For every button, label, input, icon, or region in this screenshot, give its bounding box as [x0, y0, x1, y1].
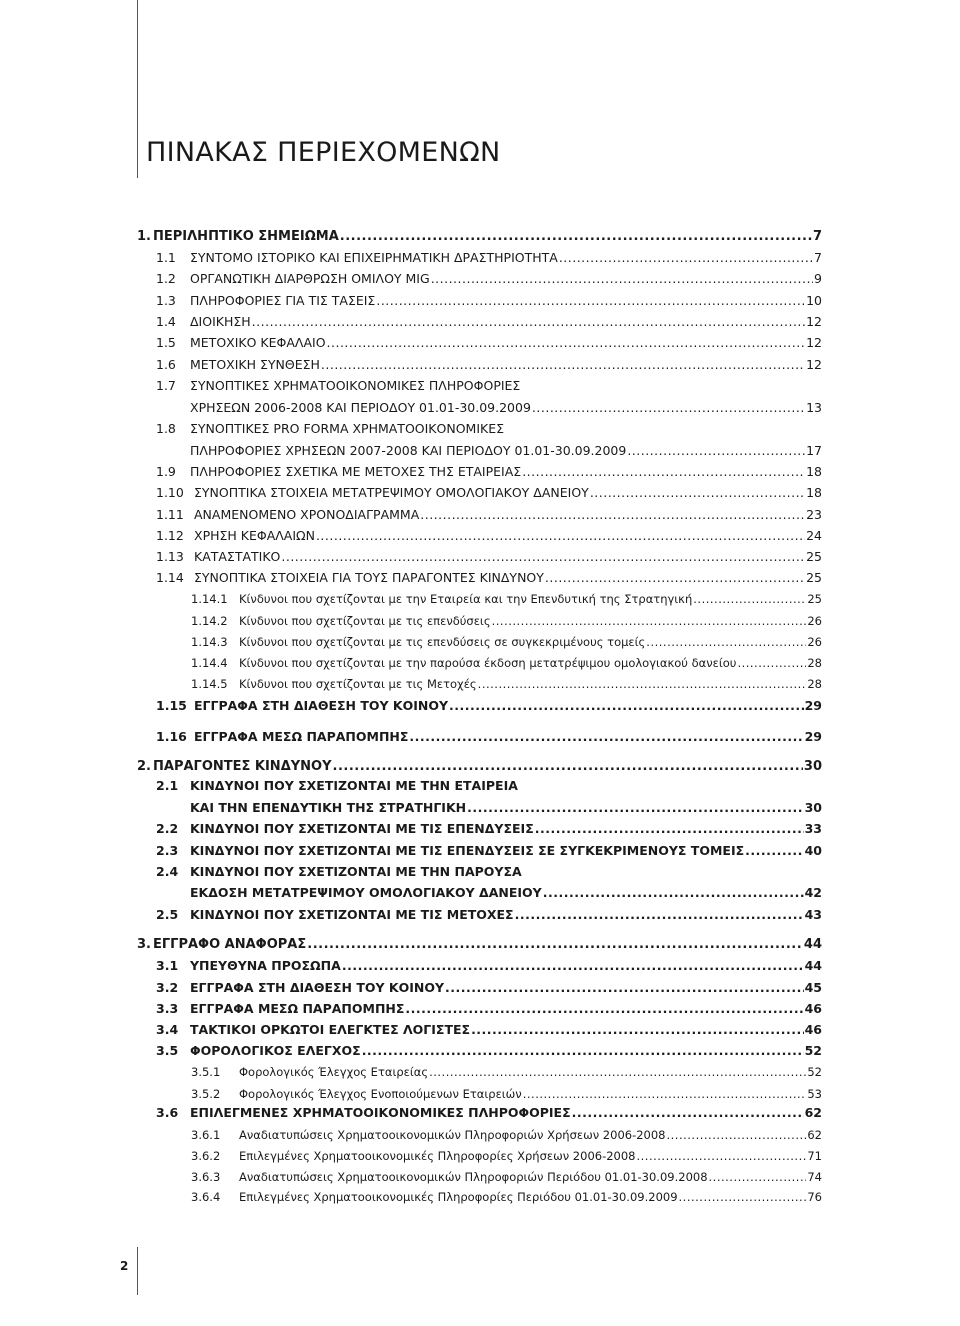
- toc-dot-leader: [532, 399, 805, 417]
- toc-dot-leader: [333, 758, 803, 776]
- toc-entry-number: 3.6.3: [191, 1170, 221, 1184]
- toc-entry[interactable]: [156, 292, 822, 310]
- toc-entry-number: 1.5: [156, 335, 176, 350]
- toc-entry[interactable]: [191, 633, 822, 651]
- toc-entry-title: ΕΓΓΡΑΦΑ ΜΕΣΩ ΠΑΡΑΠΟΜΠΗΣ: [194, 729, 409, 744]
- toc-dot-leader: [252, 313, 805, 331]
- toc-entry[interactable]: [156, 728, 822, 746]
- toc-dot-leader: [515, 906, 804, 924]
- toc-entry-page: 25: [806, 549, 822, 564]
- toc-entry-title: ΥΠΕΥΘΥΝΑ ΠΡΟΣΩΠΑ: [190, 958, 341, 973]
- toc-dot-leader: [535, 820, 804, 838]
- toc-entry[interactable]: [137, 758, 822, 776]
- toc-entry-page: 40: [804, 843, 822, 858]
- toc-dot-leader: [545, 569, 805, 587]
- toc-entry[interactable]: [156, 548, 822, 566]
- toc-dot-leader: [667, 1126, 807, 1144]
- toc-dot-leader: [471, 1021, 804, 1039]
- toc-entry-page: 44: [804, 958, 822, 973]
- toc-entry[interactable]: [156, 1000, 822, 1018]
- toc-entry-title: ΦΟΡΟΛΟΓΙΚΟΣ ΕΛΕΓΧΟΣ: [190, 1043, 361, 1058]
- toc-dot-leader: [307, 936, 803, 954]
- toc-entry[interactable]: [156, 399, 822, 417]
- toc-entry-number: 2.5: [156, 907, 179, 922]
- toc-dot-leader: [478, 675, 807, 693]
- toc-entry-number: 1.12: [156, 528, 184, 543]
- toc-dot-leader: [627, 442, 805, 460]
- toc-entry-title: ΚΙΝΔΥΝΟΙ ΠΟΥ ΣΧΕΤΙΖΟΝΤΑΙ ΜΕ ΤΗΝ ΠΑΡΟΥΣΑ: [190, 864, 522, 879]
- toc-entry[interactable]: [156, 249, 822, 267]
- toc-entry-number: 3.1: [156, 958, 179, 973]
- toc-entry-number: 3.6.1: [191, 1128, 221, 1142]
- toc-entry[interactable]: [191, 1168, 822, 1186]
- toc-entry-title: ΠΕΡΙΛΗΠΤΙΚΟ ΣΗΜΕΙΩΜΑ: [153, 229, 339, 244]
- toc-dot-leader: [431, 270, 813, 288]
- toc-entry-title: Φορολογικός Έλεγχος Ενοποιούμενων Εταιρειών: [239, 1087, 522, 1101]
- toc-dot-leader: [737, 654, 806, 672]
- toc-entry[interactable]: [191, 1126, 822, 1144]
- toc-entry-title: ΚΑΤΑΣΤΑΤΙΚΟ: [194, 549, 281, 564]
- toc-entry-title: ΕΚΔΟΣΗ ΜΕΤΑΤΡΕΨΙΜΟΥ ΟΜΟΛΟΓΙΑΚΟΥ ΔΑΝΕΙΟΥ: [190, 885, 542, 900]
- toc-entry[interactable]: [156, 569, 822, 587]
- toc-entry-number: 3.: [137, 937, 151, 952]
- toc-entry-title: ΣΥΝΟΠΤΙΚΕΣ PRO FORMA ΧΡΗΜΑΤΟΟΙΚΟΝΟΜΙΚΕΣ: [190, 421, 504, 436]
- toc-entry-number: 3.5.1: [191, 1065, 221, 1079]
- toc-entry-number: 1.14: [156, 570, 184, 585]
- toc-entry[interactable]: [156, 697, 822, 715]
- toc-entry-title: ΕΓΓΡΑΦΑ ΜΕΣΩ ΠΑΡΑΠΟΜΠΗΣ: [190, 1001, 405, 1016]
- toc-entry-number: 1.14.3: [191, 635, 228, 649]
- toc-entry-page: 18: [806, 485, 822, 500]
- toc-entry-title: ΣΥΝΟΠΤΙΚΑ ΣΤΟΙΧΕΙΑ ΓΙΑ ΤΟΥΣ ΠΑΡΑΓΟΝΤΕΣ ΚΙΝΔΥΝΟΥ: [194, 570, 544, 585]
- toc-dot-leader: [362, 1042, 804, 1060]
- toc-entry-number: 3.6.2: [191, 1149, 221, 1163]
- toc-entry-number: 2.2: [156, 821, 179, 836]
- toc-dot-leader: [572, 1104, 804, 1122]
- toc-entry-page: 30: [803, 759, 822, 774]
- toc-entry-title: Κίνδυνοι που σχετίζονται με την παρούσα έκδοση μετατρέψιμου ομολογιακού δανείου: [239, 656, 737, 670]
- toc-entry-page: 42: [804, 885, 822, 900]
- toc-entry-page: 12: [806, 357, 822, 372]
- toc-entry-number: 2.1: [156, 778, 179, 793]
- toc-entry-number: 1.15: [156, 698, 187, 713]
- toc-entry-number: 1.7: [156, 378, 176, 393]
- toc-entry-number: 1.14.1: [191, 592, 228, 606]
- toc-entry-page: 26: [807, 635, 822, 649]
- toc-entry-page: 9: [814, 271, 822, 286]
- toc-entry-number: 1.14.2: [191, 614, 228, 628]
- toc-entry[interactable]: [156, 463, 822, 481]
- toc-entry-page: 45: [804, 980, 822, 995]
- toc-entry-title: ΣΥΝΤΟΜΟ ΙΣΤΟΡΙΚΟ ΚΑΙ ΕΠΙΧΕΙΡΗΜΑΤΙΚΗ ΔΡΑΣΤΗΡΙΟΤΗΤΑ: [190, 250, 558, 265]
- toc-entry-page: 29: [804, 729, 822, 744]
- toc-entry-title: Φορολογικός Έλεγχος Εταιρείας: [239, 1065, 429, 1079]
- toc-entry-title: ΠΛΗΡΟΦΟΡΙΕΣ ΧΡΗΣΕΩΝ 2007-2008 ΚΑΙ ΠΕΡΙΟΔΟΥ 01.01-30.09.2009: [190, 443, 627, 458]
- toc-entry-page: 33: [804, 821, 822, 836]
- toc-dot-leader: [646, 633, 806, 651]
- toc-entry-number: 2.: [137, 759, 151, 774]
- toc-entry-title: ΚΙΝΔΥΝΟΙ ΠΟΥ ΣΧΕΤΙΖΟΝΤΑΙ ΜΕ ΤΙΣ ΕΠΕΝΔΥΣΕΙΣ: [190, 821, 534, 836]
- toc-entry[interactable]: [191, 675, 822, 693]
- toc-dot-leader: [522, 463, 805, 481]
- toc-entry-title: ΚΙΝΔΥΝΟΙ ΠΟΥ ΣΧΕΤΙΖΟΝΤΑΙ ΜΕ ΤΗΝ ΕΤΑΙΡΕΙΑ: [190, 778, 518, 793]
- toc-entry-number: 3.5.2: [191, 1087, 221, 1101]
- toc-dot-leader: [467, 799, 803, 817]
- toc-entry-number: 3.5: [156, 1043, 179, 1058]
- toc-entry[interactable]: [156, 313, 822, 331]
- toc-entry-number: 1.16: [156, 729, 187, 744]
- toc-entry-title: ΠΛΗΡΟΦΟΡΙΕΣ ΣΧΕΤΙΚΑ ΜΕ ΜΕΤΟΧΕΣ ΤΗΣ ΕΤΑΙΡΕΙΑΣ: [190, 464, 522, 479]
- toc-entry-page: 23: [806, 507, 822, 522]
- toc-dot-leader: [376, 292, 805, 310]
- toc-entry-number: 1.: [137, 229, 151, 244]
- toc-entry-title: Αναδιατυπώσεις Χρηματοοικονομικών Πληροφοριών Περιόδου 01.01-30.09.2008: [239, 1170, 708, 1184]
- toc-entry-page: 53: [807, 1087, 822, 1101]
- toc-entry-title: ΣΥΝΟΠΤΙΚΑ ΣΤΟΙΧΕΙΑ ΜΕΤΑΤΡΕΨΙΜΟΥ ΟΜΟΛΟΓΙΑΚΟΥ ΔΑΝΕΙΟΥ: [194, 485, 589, 500]
- toc-entry[interactable]: [156, 334, 822, 352]
- toc-entry-number: 1.14.4: [191, 656, 228, 670]
- toc-entry-title: Αναδιατυπώσεις Χρηματοοικονομικών Πληροφοριών Χρήσεων 2006-2008: [239, 1128, 666, 1142]
- toc-entry-page: 24: [806, 528, 822, 543]
- toc-entry-page: 52: [804, 1043, 822, 1058]
- toc-entry[interactable]: [156, 270, 822, 288]
- toc-entry-title: ΔΙΟΙΚΗΣΗ: [190, 314, 251, 329]
- toc-entry[interactable]: [191, 590, 822, 608]
- toc-dot-leader: [342, 957, 804, 975]
- toc-dot-leader: [316, 527, 805, 545]
- toc-entry-title: ΚΙΝΔΥΝΟΙ ΠΟΥ ΣΧΕΤΙΖΟΝΤΑΙ ΜΕ ΤΙΣ ΕΠΕΝΔΥΣΕΙΣ ΣΕ ΣΥΓΚΕΚΡΙΜΕΝΟΥΣ ΤΟΜΕΙΣ: [190, 843, 745, 858]
- toc-entry-number: 1.11: [156, 507, 184, 522]
- page-number: 2: [120, 1259, 129, 1273]
- toc-entry[interactable]: [156, 1104, 822, 1122]
- toc-entry-number: 2.4: [156, 864, 179, 879]
- toc-entry-page: 76: [807, 1190, 822, 1204]
- toc-entry-page: 7: [812, 229, 822, 244]
- toc-dot-leader: [559, 249, 813, 267]
- toc-entry-title: Επιλεγμένες Χρηματοοικονομικές Πληροφορίες Χρήσεων 2006-2008: [239, 1149, 636, 1163]
- toc-entry-title: ΚΙΝΔΥΝΟΙ ΠΟΥ ΣΧΕΤΙΖΟΝΤΑΙ ΜΕ ΤΙΣ ΜΕΤΟΧΕΣ: [190, 907, 514, 922]
- toc-entry[interactable]: [191, 654, 822, 672]
- toc-entry-page: 10: [806, 293, 822, 308]
- toc-entry-number: 1.6: [156, 357, 176, 372]
- toc-dot-leader: [321, 356, 805, 374]
- toc-entry-page: 18: [806, 464, 822, 479]
- toc-entry-page: 12: [806, 314, 822, 329]
- toc-entry-number: 2.3: [156, 843, 179, 858]
- toc-entry-title: ΠΑΡΑΓΟΝΤΕΣ ΚΙΝΔΥΝΟΥ: [153, 759, 332, 774]
- toc-entry[interactable]: [156, 506, 822, 524]
- toc-dot-leader: [637, 1147, 807, 1165]
- toc-entry[interactable]: [156, 527, 822, 545]
- toc-entry-page: 74: [807, 1170, 822, 1184]
- toc-dot-leader: [429, 1063, 806, 1081]
- toc-entry-page: 62: [807, 1128, 822, 1142]
- toc-entry-page: 25: [806, 570, 822, 585]
- toc-entry[interactable]: [191, 1063, 822, 1081]
- toc-entry-title: ΠΛΗΡΟΦΟΡΙΕΣ ΓΙΑ ΤΙΣ ΤΑΣΕΙΣ: [190, 293, 376, 308]
- toc-entry-page: 7: [814, 250, 822, 265]
- toc-entry-title: ΚΑΙ ΤΗΝ ΕΠΕΝΔΥΤΙΚΗ ΤΗΣ ΣΤΡΑΤΗΓΙΚΗ: [190, 800, 467, 815]
- toc-entry-number: 3.4: [156, 1022, 179, 1037]
- toc-entry-page: 26: [807, 614, 822, 628]
- toc-entry[interactable]: [156, 442, 822, 460]
- toc-entry-page: 30: [804, 800, 822, 815]
- toc-entry[interactable]: [137, 228, 822, 246]
- toc-entry[interactable]: [137, 936, 822, 954]
- toc-entry[interactable]: [156, 377, 822, 395]
- toc-entry[interactable]: [191, 1188, 822, 1206]
- toc-entry[interactable]: [191, 612, 822, 630]
- toc-entry-title: ΣΥΝΟΠΤΙΚΕΣ ΧΡΗΜΑΤΟΟΙΚΟΝΟΜΙΚΕΣ ΠΛΗΡΟΦΟΡΙΕΣ: [190, 378, 521, 393]
- toc-entry-page: 12: [806, 335, 822, 350]
- toc-dot-leader: [445, 979, 804, 997]
- toc-entry[interactable]: [156, 863, 822, 881]
- toc-entry[interactable]: [156, 777, 822, 795]
- toc-entry-number: 3.6: [156, 1105, 179, 1120]
- toc-entry-page: 46: [804, 1022, 822, 1037]
- toc-dot-leader: [679, 1188, 807, 1206]
- toc-entry-title: ΕΓΓΡΑΦΟ ΑΝΑΦΟΡΑΣ: [153, 937, 307, 952]
- toc-dot-leader: [523, 1085, 807, 1103]
- toc-entry-page: 46: [804, 1001, 822, 1016]
- toc-dot-leader: [693, 590, 806, 608]
- toc-entry-page: 43: [804, 907, 822, 922]
- toc-entry-title: ΜΕΤΟΧΙΚΗ ΣΥΝΘΕΣΗ: [190, 357, 320, 372]
- toc-entry-title: Κίνδυνοι που σχετίζονται με τις επενδύσεις σε συγκεκριμένους τομείς: [239, 635, 646, 649]
- toc-entry-title: ΤΑΚΤΙΚΟΙ ΟΡΚΩΤΟΙ ΕΛΕΓΚΤΕΣ ΛΟΓΙΣΤΕΣ: [190, 1022, 471, 1037]
- toc-dot-leader: [590, 484, 805, 502]
- toc-entry[interactable]: [156, 957, 822, 975]
- toc-dot-leader: [492, 612, 807, 630]
- toc-entry[interactable]: [156, 1042, 822, 1060]
- toc-entry-page: 62: [804, 1105, 822, 1120]
- toc-dot-leader: [543, 884, 804, 902]
- toc-entry-page: 13: [806, 400, 822, 415]
- toc-entry-title: ΟΡΓΑΝΩΤΙΚΗ ΔΙΑΡΘΡΩΣΗ ΟΜΙΛΟΥ MIG: [190, 271, 430, 286]
- toc-entry-title: Κίνδυνοι που σχετίζονται με την Εταιρεία και την Επενδυτική της Στρατηγική: [239, 592, 693, 606]
- toc-entry-title: ΕΠΙΛΕΓΜΕΝΕΣ ΧΡΗΜΑΤΟΟΙΚΟΝΟΜΙΚΕΣ ΠΛΗΡΟΦΟΡΙΕΣ: [190, 1105, 571, 1120]
- toc-entry[interactable]: [156, 1021, 822, 1039]
- toc-entry-number: 1.13: [156, 549, 184, 564]
- toc-dot-leader: [449, 697, 804, 715]
- toc-entry[interactable]: [191, 1147, 822, 1165]
- toc-entry-page: 71: [807, 1149, 822, 1163]
- toc-entry-number: 3.6.4: [191, 1190, 221, 1204]
- toc-entry-number: 1.1: [156, 250, 176, 265]
- toc-entry-title: ΧΡΗΣΕΩΝ 2006-2008 ΚΑΙ ΠΕΡΙΟΔΟΥ 01.01-30.09.2009: [190, 400, 531, 415]
- toc-dot-leader: [420, 506, 805, 524]
- toc-entry[interactable]: [156, 420, 822, 438]
- toc-entry[interactable]: [156, 842, 822, 860]
- toc-entry-title: ΑΝΑΜΕΝΟΜΕΝΟ ΧΡΟΝΟΔΙΑΓΡΑΜΜΑ: [194, 507, 420, 522]
- toc-entry-title: Επιλεγμένες Χρηματοοικονομικές Πληροφορίες Περιόδου 01.01-30.09.2009: [239, 1190, 678, 1204]
- toc-entry-title: ΜΕΤΟΧΙΚΟ ΚΕΦΑΛΑΙΟ: [190, 335, 326, 350]
- toc-entry-page: 29: [804, 698, 822, 713]
- toc-entry[interactable]: [156, 979, 822, 997]
- toc-entry-title: Κίνδυνοι που σχετίζονται με τις Μετοχές: [239, 677, 477, 691]
- toc-entry-page: 52: [807, 1065, 822, 1079]
- toc-entry-page: 25: [807, 592, 822, 606]
- toc-dot-leader: [281, 548, 805, 566]
- toc-entry-number: 1.10: [156, 485, 184, 500]
- toc-entry[interactable]: [156, 799, 822, 817]
- toc-entry-title: ΧΡΗΣΗ ΚΕΦΑΛΑΙΩΝ: [194, 528, 315, 543]
- toc-entry[interactable]: [156, 484, 822, 502]
- toc-entry[interactable]: [156, 356, 822, 374]
- toc-dot-leader: [709, 1168, 807, 1186]
- toc-entry-number: 3.3: [156, 1001, 179, 1016]
- toc-entry-number: 1.4: [156, 314, 176, 329]
- toc-entry-page: 28: [807, 677, 822, 691]
- toc-entry-number: 3.2: [156, 980, 179, 995]
- toc-dot-leader: [340, 228, 812, 246]
- toc-entry-number: 1.14.5: [191, 677, 228, 691]
- toc-entry-number: 1.2: [156, 271, 176, 286]
- toc-dot-leader: [745, 842, 803, 860]
- toc-entry-page: 17: [806, 443, 822, 458]
- bottom-margin-rule: [137, 1247, 138, 1295]
- toc-entry[interactable]: [156, 906, 822, 924]
- toc-entry-number: 1.8: [156, 421, 176, 436]
- toc-entry-number: 1.9: [156, 464, 176, 479]
- toc-entry-page: 44: [803, 937, 822, 952]
- toc-entry-page: 28: [807, 656, 822, 670]
- toc-entry-title: Κίνδυνοι που σχετίζονται με τις επενδύσεις: [239, 614, 491, 628]
- toc-dot-leader: [327, 334, 806, 352]
- page-title: ΠΙΝΑΚΑΣ ΠΕΡΙΕΧΟΜΕΝΩΝ: [146, 137, 501, 168]
- toc-entry-title: ΕΓΓΡΑΦΑ ΣΤΗ ΔΙΑΘΕΣΗ ΤΟΥ ΚΟΙΝΟΥ: [194, 698, 449, 713]
- toc-entry[interactable]: [156, 884, 822, 902]
- toc-entry-title: ΕΓΓΡΑΦΑ ΣΤΗ ΔΙΑΘΕΣΗ ΤΟΥ ΚΟΙΝΟΥ: [190, 980, 445, 995]
- toc-entry[interactable]: [191, 1085, 822, 1103]
- toc-entry[interactable]: [156, 820, 822, 838]
- toc-entry-number: 1.3: [156, 293, 176, 308]
- toc-dot-leader: [409, 728, 803, 746]
- toc-dot-leader: [405, 1000, 803, 1018]
